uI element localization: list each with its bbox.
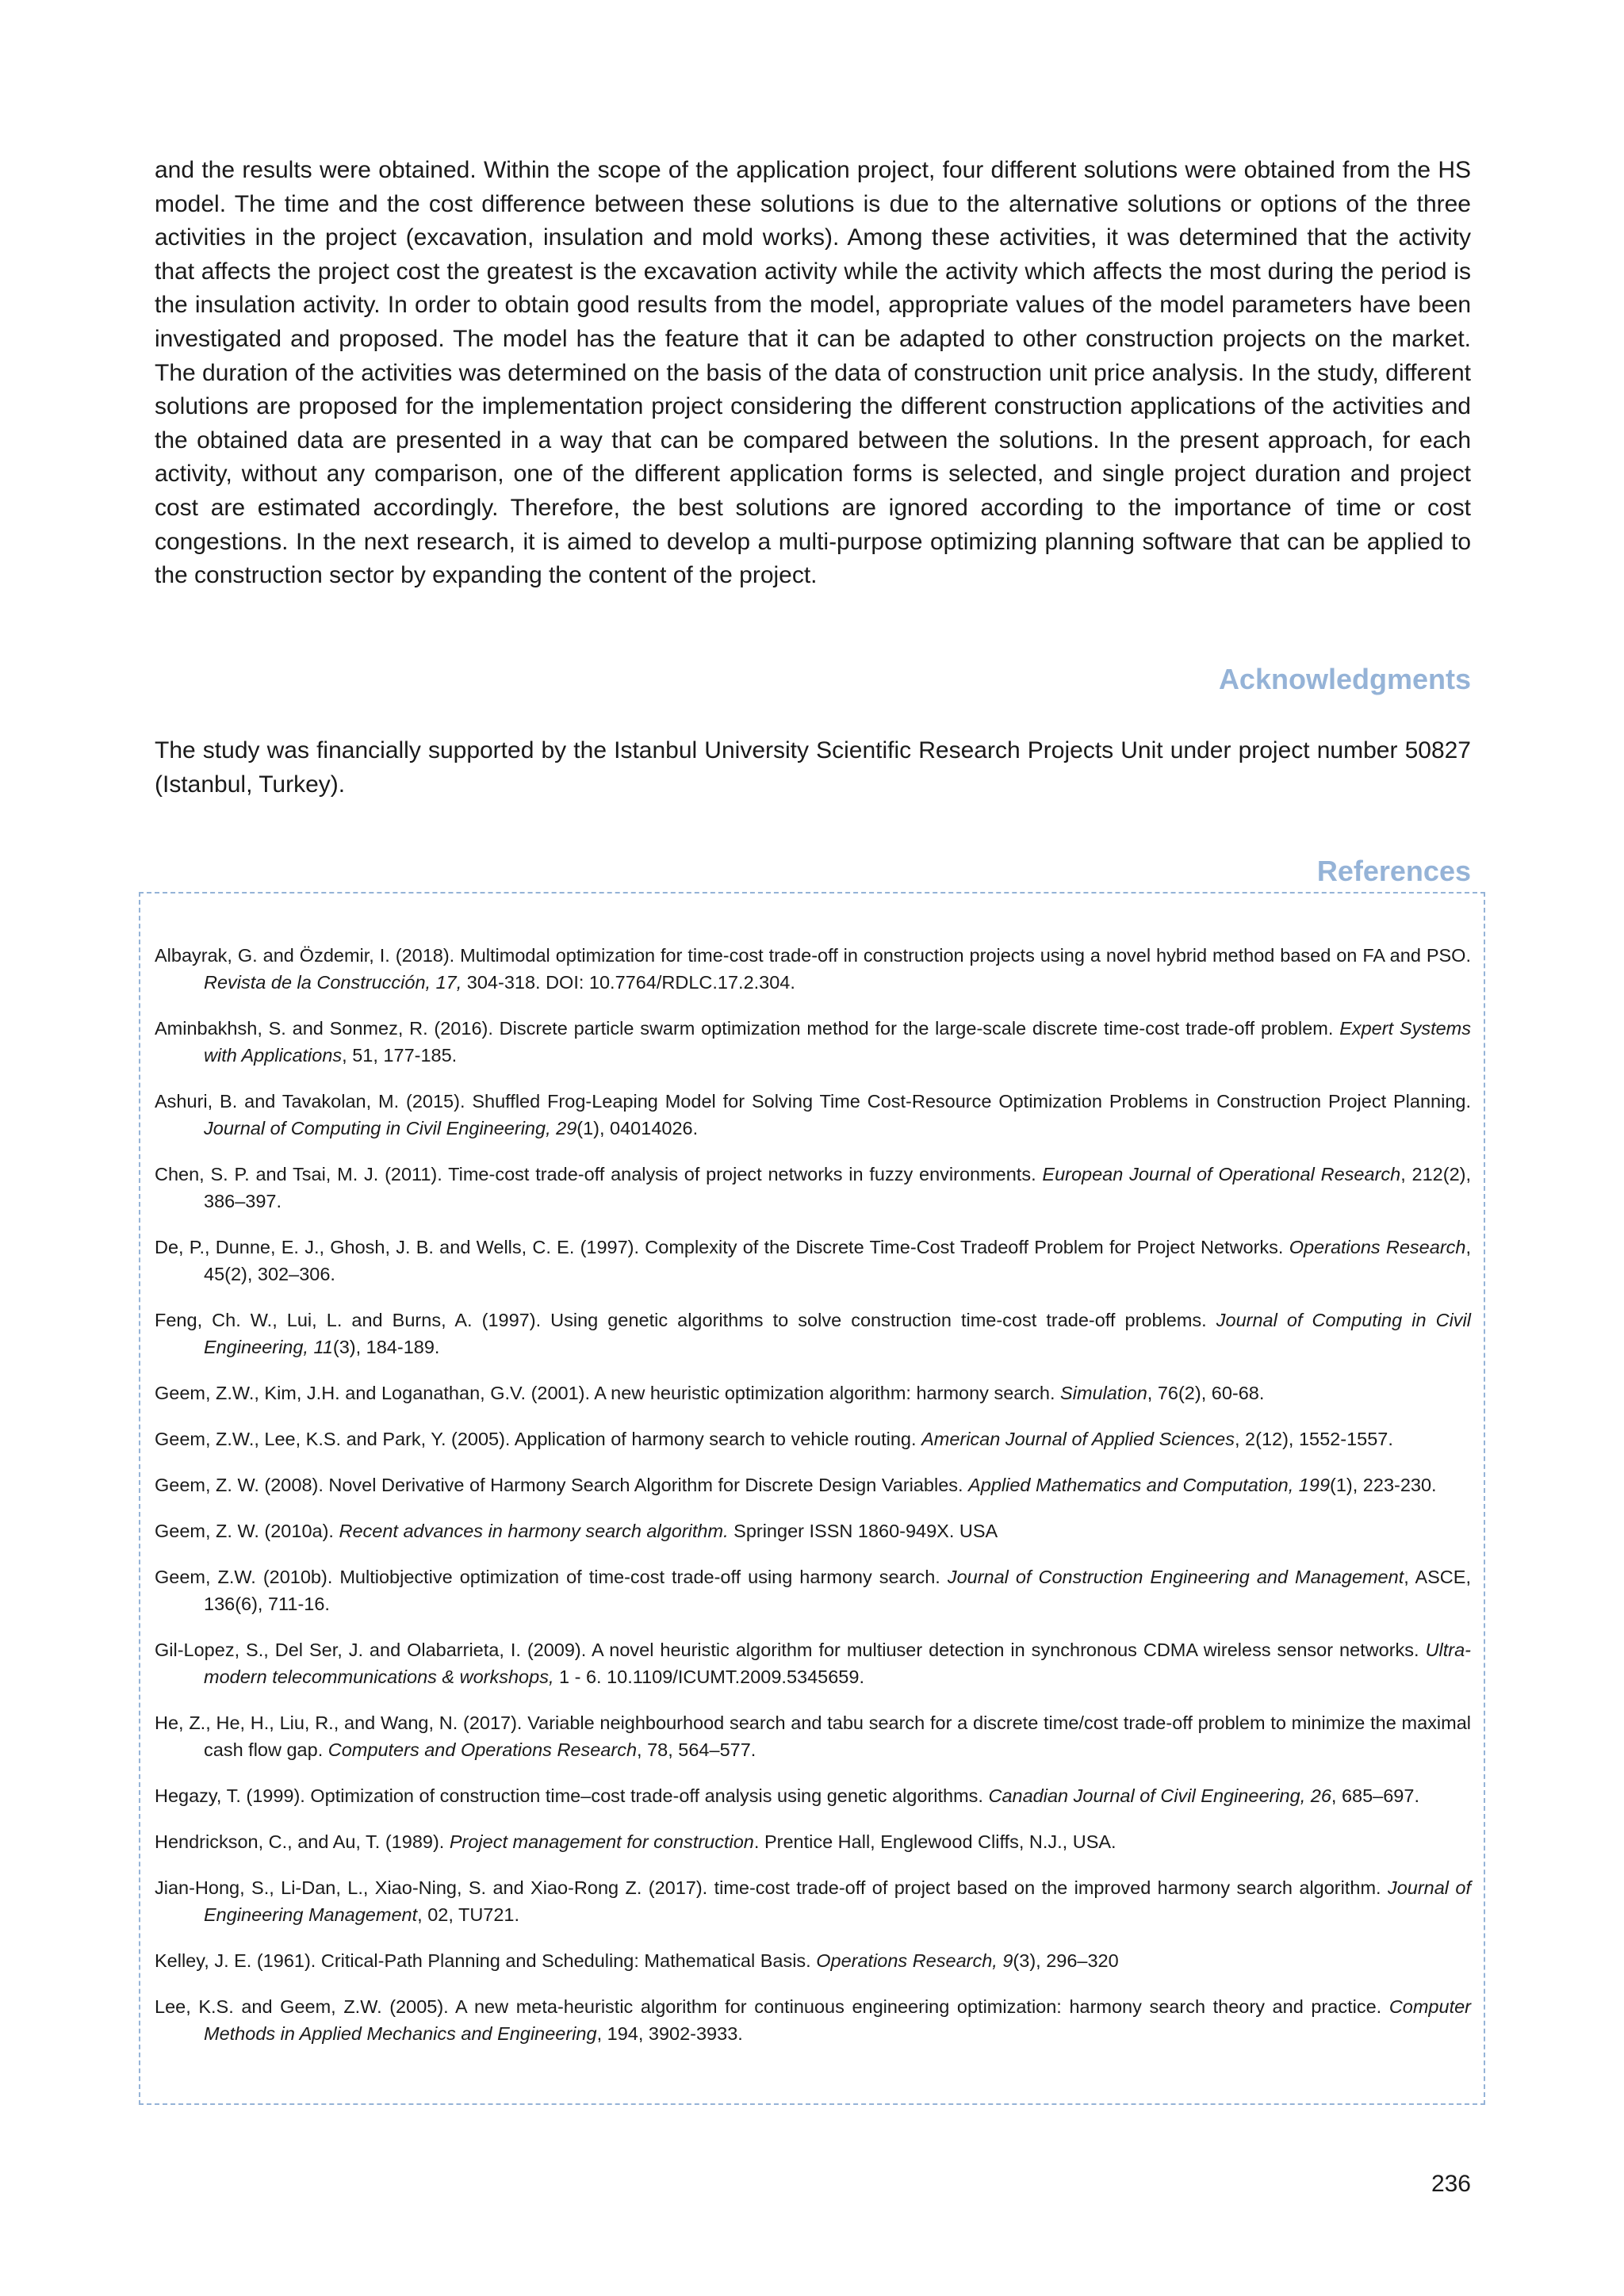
reference-details: 1 - 6. 10.1109/ICUMT.2009.5345659. — [553, 1667, 864, 1687]
reference-item — [155, 1425, 1471, 1452]
reference-details: , 78, 564–577. — [637, 1739, 756, 1760]
reference-text: He, Z., He, H., Liu, R., and Wang, N. (2017). Variable neighbourhood search and tabu search for a discrete time/cost trade-off problem to minimize the maximal cash flow gap. — [155, 1712, 1471, 1760]
acknowledgments-text: The study was financially supported by the Istanbul University Scientific Research Projects Unit under project number 50827 (Istanbul, Turkey). — [155, 737, 1471, 798]
page-number: 236 — [1431, 2171, 1471, 2197]
reference-item — [155, 1993, 1471, 2047]
reference-source: Applied Mathematics and Computation, 199 — [968, 1475, 1331, 1495]
reference-details: , 685–697. — [1331, 1785, 1419, 1806]
reference-text: Aminbakhsh, S. and Sonmez, R. (2016). Discrete particle swarm optimization method for the large-scale discrete time-cost trade-off problem. — [155, 1018, 1340, 1039]
reference-text: Albayrak, G. and Özdemir, I. (2018). Multimodal optimization for time-cost trade-off in construction projects using a novel hybrid method based on FA and PSO. — [155, 945, 1471, 966]
reference-details: , 51, 177-185. — [342, 1045, 458, 1066]
reference-source: Expert Systems with Applications — [204, 1018, 1471, 1066]
reference-details: , 45(2), 302–306. — [204, 1237, 1471, 1284]
reference-item — [155, 1161, 1471, 1215]
reference-source: Computer Methods in Applied Mechanics and Engineering — [204, 1996, 1471, 2044]
reference-source: Revista de la Construcción, 17, — [204, 972, 462, 993]
reference-text: Lee, K.S. and Geem, Z.W. (2005). A new meta-heuristic algorithm for continuous engineering optimization: harmony search theory and practice. — [155, 1996, 1389, 2017]
reference-source: Journal of Computing in Civil Engineering, 11 — [204, 1310, 1471, 1357]
reference-details: , 02, TU721. — [417, 1904, 520, 1925]
reference-item — [155, 1947, 1471, 1974]
reference-item — [155, 1015, 1471, 1069]
reference-details: (1), 223-230. — [1330, 1475, 1437, 1495]
reference-source: Ultra-modern telecommunications & workshops, — [204, 1640, 1471, 1687]
reference-item — [155, 942, 1471, 996]
reference-text: De, P., Dunne, E. J., Ghosh, J. B. and Wells, C. E. (1997). Complexity of the Discrete Time-Cost Tradeoff Problem for Project Networks. — [155, 1237, 1289, 1257]
reference-source: Journal of Construction Engineering and Management — [947, 1567, 1404, 1587]
reference-text: Ashuri, B. and Tavakolan, M. (2015). Shuffled Frog-Leaping Model for Solving Time Cost-Resource Optimization Problems in Construction Project Planning. — [155, 1091, 1471, 1112]
reference-source: European Journal of Operational Research — [1042, 1164, 1401, 1184]
reference-text: Hendrickson, C., and Au, T. (1989). — [155, 1831, 450, 1852]
reference-text: Geem, Z. W. (2008). Novel Derivative of Harmony Search Algorithm for Discrete Design Variables. — [155, 1475, 969, 1495]
reference-text: Chen, S. P. and Tsai, M. J. (2011). Time-cost trade-off analysis of project networks in fuzzy environments. — [155, 1164, 1043, 1184]
reference-text: Kelley, J. E. (1961). Critical-Path Planning and Scheduling: Mathematical Basis. — [155, 1950, 817, 1971]
reference-source: Project management for construction — [449, 1831, 754, 1852]
reference-item — [155, 1471, 1471, 1498]
reference-source: American Journal of Applied Sciences — [921, 1429, 1235, 1449]
reference-item — [155, 1709, 1471, 1763]
reference-item — [155, 1234, 1471, 1288]
reference-details: Springer ISSN 1860-949X. USA — [728, 1521, 998, 1541]
reference-item — [155, 1828, 1471, 1855]
reference-details: (1), 04014026. — [576, 1118, 699, 1138]
reference-details: . Prentice Hall, Englewood Cliffs, N.J., USA. — [753, 1831, 1116, 1852]
reference-source: Operations Research — [1289, 1237, 1466, 1257]
reference-details: (3), 184-189. — [332, 1337, 440, 1357]
reference-source: Journal of Computing in Civil Engineering, 29 — [204, 1118, 577, 1138]
reference-source: Operations Research, 9 — [816, 1950, 1013, 1971]
reference-text: Geem, Z.W. (2010b). Multiobjective optimization of time-cost trade-off using harmony search. — [155, 1567, 948, 1587]
reference-details: , 2(12), 1552-1557. — [1234, 1429, 1393, 1449]
reference-source: Computers and Operations Research — [327, 1739, 638, 1760]
reference-source: Recent advances in harmony search algorithm. — [339, 1521, 729, 1541]
reference-item — [155, 1380, 1471, 1406]
reference-details: , ASCE, 136(6), 711-16. — [204, 1567, 1471, 1614]
reference-source: Canadian Journal of Civil Engineering, 26 — [988, 1785, 1331, 1806]
reference-item — [155, 1307, 1471, 1360]
reference-text: Hegazy, T. (1999). Optimization of construction time–cost trade-off analysis using genetic algorithms. — [155, 1785, 989, 1806]
reference-source: Simulation — [1060, 1383, 1147, 1403]
references-heading: References — [1316, 855, 1471, 887]
reference-item — [155, 1563, 1471, 1617]
body-paragraph: and the results were obtained. Within the scope of the application project, four different solutions were obtained from the HS model. The time and the cost difference between these solutions is due to the alternative solutions or options of the three activities in the project (excavation, insulation and mold works). Among these activities, it was determined that the activity that affects the project cost the greatest is the excavation activity while the activity which affects the most during the period is the insulation activity. In order to obtain good results from the model, appropriate values of the model parameters have been investigated and proposed. The model has the feature that it can be adapted to other construction projects on the market. The duration of the activities was determined on the basis of the data of construction unit price analysis. In the study, different solutions are proposed for the implementation project considering the different construction applications of the activities and the obtained data are presented in a way that can be compared between the solutions. In the present approach, for each activity, without any comparison, one of the different application forms is selected, and single project duration and project cost are estimated accordingly. Therefore, the best solutions are ignored according to the importance of time or cost congestions. In the next research, it is aimed to develop a multi-purpose optimizing planning software that can be applied to the construction sector by expanding the content of the project. — [155, 157, 1471, 589]
reference-text: Geem, Z.W., Kim, J.H. and Loganathan, G.V. (2001). A new heuristic optimization algorithm: harmony search. — [155, 1383, 1061, 1403]
reference-text: Jian-Hong, S., Li-Dan, L., Xiao-Ning, S. and Xiao-Rong Z. (2017). time-cost trade-off of project based on the improved harmony search algorithm. — [155, 1877, 1388, 1898]
references-list — [155, 942, 1471, 2066]
reference-text: Gil-Lopez, S., Del Ser, J. and Olabarrieta, I. (2009). A novel heuristic algorithm for multiuser detection in synchronous CDMA wireless sensor networks. — [155, 1640, 1426, 1660]
reference-details: (3), 296–320 — [1013, 1950, 1119, 1971]
reference-source: Journal of Engineering Management — [204, 1877, 1472, 1925]
reference-text: Geem, Z. W. (2010a). — [155, 1521, 339, 1541]
reference-item — [155, 1874, 1471, 1928]
acknowledgments-heading: Acknowledgments — [1218, 663, 1471, 695]
reference-text: Geem, Z.W., Lee, K.S. and Park, Y. (2005). Application of harmony search to vehicle routing. — [155, 1429, 922, 1449]
reference-item — [155, 1636, 1471, 1690]
reference-details: , 212(2), 386–397. — [204, 1164, 1471, 1211]
reference-item — [155, 1517, 1471, 1544]
reference-details: , 76(2), 60-68. — [1147, 1383, 1265, 1403]
reference-details: 304-318. DOI: 10.7764/RDLC.17.2.304. — [462, 972, 795, 993]
reference-details: , 194, 3902-3933. — [596, 2023, 743, 2044]
reference-item — [155, 1088, 1471, 1142]
reference-text: Feng, Ch. W., Lui, L. and Burns, A. (1997). Using genetic algorithms to solve construction time-cost trade-off problems. — [155, 1310, 1216, 1330]
reference-item — [155, 1782, 1471, 1809]
